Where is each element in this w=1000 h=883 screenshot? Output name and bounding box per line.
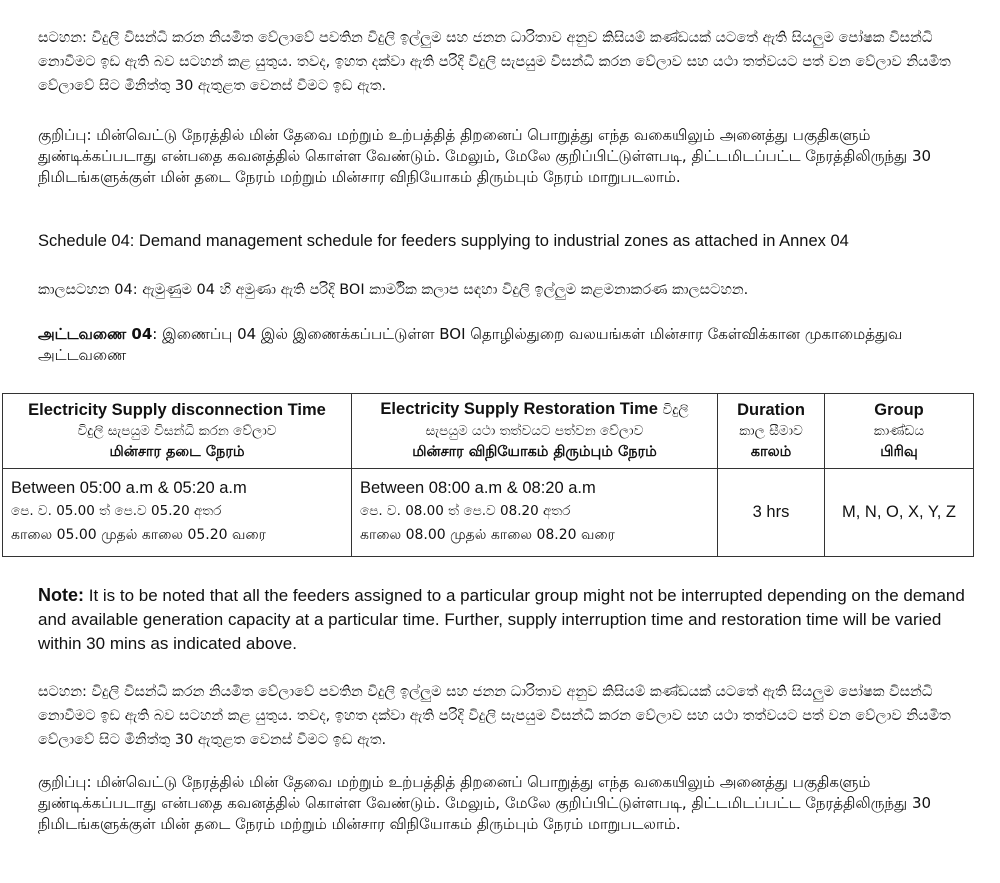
cell-disconnection-time: Between 05:00 a.m & 05:20 a.m පෙ. ව. 05.00 ත් පෙ.ව 05.20 අතර காலை 05.00 முதல் காலை 05.20 வரை xyxy=(3,468,352,556)
header-restoration-time: Electricity Supply Restoration Time විදුලි සැපයුම යථා තත්වයට පත්වන වේලාව மின்சார விநியோகம் திரும்பும் நேரம் xyxy=(352,394,718,469)
cell-restoration-time: Between 08:00 a.m & 08:20 a.m පෙ. ව. 08.00 ත් පෙ.ව 08.20 අතර காலை 08.00 முதல் காலை 08.20 வரை xyxy=(352,468,718,556)
header-duration: Duration කාල සීමාව காலம் xyxy=(718,394,825,469)
tamil-notice-paragraph-top: குறிப்பு: மின்வெட்டு நேரத்தில் மின் தேவை மற்றும் உற்பத்தித் திறனைப் பொறுத்து எந்த வகையிலும் அனைத்து பகுதிகளும் துண்டிக்கப்படாது என்பதை கவனத்தில் கொள்ள வேண்டும். மேலும், மேலே குறிப்பிட்டுள்ளபடி, திட்டமிடப்பட்ட நேரத்திலிருந்து 30 நிமிடங்களுக்குள் மின் தடை நேரம் மற்றும் மின்சார விநியோகம் திரும்பும் நேரம் மாறுபடலாம். xyxy=(38,126,932,186)
header-group: Group කාණ්ඩය பிரிவு xyxy=(825,394,974,469)
note-label: Note: xyxy=(38,585,84,605)
table-row xyxy=(3,468,974,556)
schedule-table xyxy=(2,393,974,557)
tamil-notice-paragraph-bottom: குறிப்பு: மின்வெட்டு நேரத்தில் மின் தேவை மற்றும் உற்பத்தித் திறனைப் பொறுத்து எந்த வகையிலும் அனைத்து பகுதிகளும் துண்டிக்கப்படாது என்பதை கவனத்தில் கொள்ள வேண்டும். மேலும், மேலே குறிப்பிட்டுள்ளபடி, திட்டமிடப்பட்ட நேரத்திலிருந்து 30 நிமிடங்களுக்குள் மின் தடை நேரம் மற்றும் மின்சார விநியோகம் திரும்பும் நேரம் மாறுபடலாம். xyxy=(38,773,932,833)
schedule-title-tamil-label: அட்டவணை 04 xyxy=(38,325,153,343)
schedule-title-sinhala xyxy=(38,278,970,302)
table-header-row xyxy=(3,394,974,469)
schedule-title-tamil xyxy=(38,324,970,366)
header-disconnection-time: Electricity Supply disconnection Time විදුලි සැපයුම විසන්ධි කරන වේලාව மின்சார தடை நேரம் xyxy=(3,394,352,469)
note-text: It is to be noted that all the feeders assigned to a particular group might not be interrupted depending on the demand and available generation capacity at a particular time. Further, supply interruption time and restoration time will be varied within 30 mins as indicated above. xyxy=(38,586,965,653)
cell-group: M, N, O, X, Y, Z xyxy=(825,468,974,556)
sinhala-notice-paragraph-bottom: සටහන: විදුලි විසන්ධි කරන නියමිත වේලාවේ පවතින විදුලි ඉල්ලුම සහ ජනන ධාරිතාව අනුව කිසියම් කණ්ඩයක් යටතේ ඇති සියලුම පෝෂක විසන්ධි නොවීමට ඉඩ ඇති බව සටහන් කළ යුතුය. තවද, ඉහත දක්වා ඇති පරිදි විදුලි සැපයුම විසන්ධි කරන වේලාව සහ යථා තත්වයට පත් වන වේලාව නියමිත වේලාවේ සිට මිනිත්තු 30 ඇතුළත වෙනස් වීමට ඉඩ ඇත. xyxy=(38,684,951,748)
schedule-title-english: Schedule 04: Demand management schedule for feeders supplying to industrial zones as attached in Annex 04 xyxy=(38,232,849,250)
note-paragraph xyxy=(38,583,970,656)
schedule-title-sinhala-label: කාලසටහන 04 xyxy=(38,282,133,298)
schedule-title-sinhala-text: : ඇමුණුම 04 හි අමුණා ඇති පරිදි BOI කාර්මික කලාප සඳහා විදුලි ඉල්ලුම කළමනාකරණ කාලසටහන. xyxy=(132,282,749,298)
schedule-title-tamil-text: : இணைப்பு 04 இல் இணைக்கப்பட்டுள்ள BOI தொழில்துறை வலயங்கள் மின்சார கேள்விக்கான முகாமைத்துவ அட்டவணை xyxy=(38,325,903,364)
sinhala-notice-paragraph-top: සටහන: විදුලි විසන්ධි කරන නියමිත වේලාවේ පවතින විදුලි ඉල්ලුම සහ ජනන ධාරිතාව අනුව කිසියම් කණ්ඩයක් යටතේ ඇති සියලුම පෝෂක විසන්ධි නොවීමට ඉඩ ඇති බව සටහන් කළ යුතුය. තවද, ඉහත දක්වා ඇති පරිදි විදුලි සැපයුම විසන්ධි කරන වේලාව සහ යථා තත්වයට පත් වන වේලාව නියමිත වේලාවේ සිට මිනිත්තු 30 ඇතුළත වෙනස් වීමට ඉඩ ඇත. xyxy=(38,30,951,94)
cell-duration: 3 hrs xyxy=(718,468,825,556)
